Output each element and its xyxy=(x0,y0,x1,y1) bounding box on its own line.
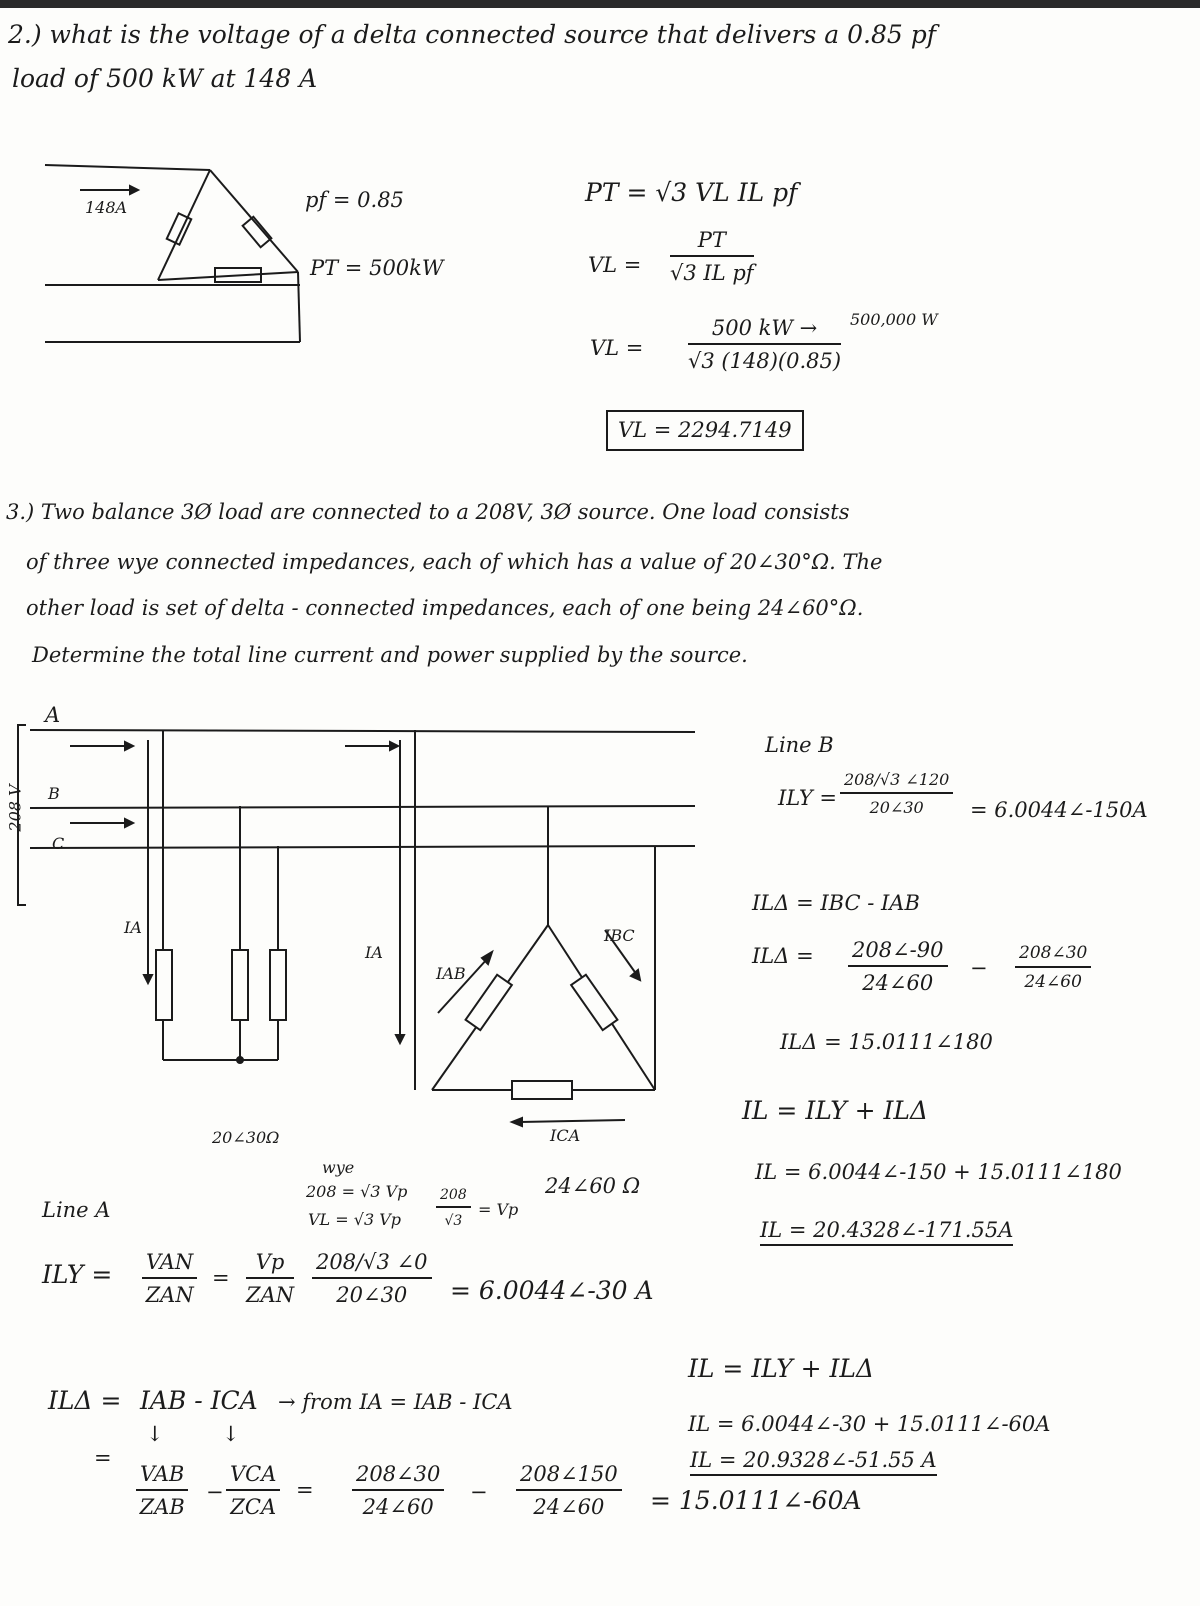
line-a-ily-label: ILY = xyxy=(42,1260,113,1289)
line-a-ild-result: = 15.0111∠-60A xyxy=(650,1486,862,1515)
wye-note-fraction: $\frac{208}{√3}$ xyxy=(436,1188,471,1228)
wye-note-vp: = Vp xyxy=(478,1200,519,1219)
line-b-il-result: IL = 20.4328∠-171.55A xyxy=(760,1220,1013,1246)
problem-3-line-2: of three wye connected impedances, each of which has a value of 20∠30°Ω. The xyxy=(26,550,883,574)
ica-label: ICA xyxy=(550,1126,581,1145)
line-b-il-definition: IL = ILY + ILΔ xyxy=(742,1096,929,1125)
line-b-ild-fraction-1: $\frac{208\angle-90}{24\angle 60}$ xyxy=(848,940,948,994)
line-a-il-result: IL = 20.9328∠-51.55 A xyxy=(690,1450,937,1476)
line-a-ild-fraction-4: $\frac{208\angle 150}{24\angle 60}$ xyxy=(516,1464,622,1518)
line-a-ily-fraction-1: VAN ZAN xyxy=(142,1252,197,1306)
line-a-ild-fraction-3: $\frac{208\angle 30}{24\angle 60}$ xyxy=(352,1464,444,1518)
bus-label-a: A xyxy=(45,703,61,727)
line-a-ild-label: ILΔ = xyxy=(48,1386,122,1415)
line-b-ily-fraction: $\frac{208/√3 \angle 120}{20\angle 30}$ xyxy=(840,772,953,816)
wye-line-current-label: IA xyxy=(124,918,142,937)
problem-3-line-1: 3.) Two balance 3Ø load are connected to a 208V, 3Ø source. One load consists xyxy=(6,500,850,524)
line-a-ild-from-note: → from IA = IAB - ICA xyxy=(278,1390,513,1414)
source-voltage-label: 208 V xyxy=(5,784,25,832)
power-factor-value: pf = 0.85 xyxy=(305,188,404,212)
vl-label-2: VL = xyxy=(590,336,644,360)
line-b-ily-result: = 6.0044∠-150A xyxy=(970,798,1148,822)
line-b-ild-result: ILΔ = 15.0111∠180 xyxy=(780,1030,993,1054)
problem-2-current-label: 148A xyxy=(85,198,128,217)
wye-note-title: wye xyxy=(322,1158,355,1177)
line-a-title: Line A xyxy=(42,1198,111,1222)
problem-2-question-line-1: 2.) what is the voltage of a delta connected source that delivers a 0.85 pf xyxy=(8,20,936,49)
iab-label: IAB xyxy=(436,964,466,983)
line-a-minus-1: − xyxy=(206,1480,224,1504)
bus-label-b: B xyxy=(48,784,60,803)
power-equation: PT = √3 VL IL pf xyxy=(585,178,798,207)
problem-2-question-line-2: load of 500 kW at 148 A xyxy=(12,64,318,93)
vl-label-1: VL = xyxy=(588,253,642,277)
line-a-ild-fraction-vca: VCA ZCA xyxy=(226,1464,280,1518)
line-b-title: Line B xyxy=(765,733,834,757)
line-a-ily-result: = 6.0044∠-30 A xyxy=(450,1276,654,1305)
down-arrow-1: ↓ xyxy=(146,1422,164,1446)
line-a-minus-2: − xyxy=(470,1480,488,1504)
down-arrow-2: ↓ xyxy=(222,1422,240,1446)
delta-impedance-label: 24∠60 Ω xyxy=(545,1174,641,1198)
line-b-ild-fraction-2: $\frac{208\angle 30}{24\angle 60}$ xyxy=(1015,945,1091,991)
delta-line-current-label: IA xyxy=(365,943,383,962)
line-a-ild-fraction-vab: VAB ZAB xyxy=(136,1464,188,1518)
line-a-il-definition: IL = ILY + ILΔ xyxy=(688,1354,875,1383)
wye-note-line-1: 208 = √3 Vp xyxy=(306,1182,408,1201)
vl-fraction-1: $\frac{PT}{\text{√3 IL pf}}$ xyxy=(670,228,754,285)
wye-impedance-label: 20∠30Ω xyxy=(212,1128,280,1147)
line-a-il-substitution: IL = 6.0044∠-30 + 15.0111∠-60A xyxy=(688,1412,1051,1436)
ibc-label: IBC xyxy=(604,926,635,945)
problem-3-line-4: Determine the total line current and power supplied by the source. xyxy=(32,643,748,667)
line-a-ily-fraction-3: $\frac{208/√3 \angle 0}{20\angle 30}$ xyxy=(312,1252,432,1306)
line-a-equals-1: = xyxy=(212,1266,230,1290)
line-b-ild-label: ILΔ = xyxy=(752,944,814,968)
power-in-watts-note: 500,000 W xyxy=(850,310,938,329)
line-b-il-substitution: IL = 6.0044∠-150 + 15.0111∠180 xyxy=(755,1160,1122,1184)
line-a-ild-expression: IAB - ICA xyxy=(140,1386,258,1415)
line-b-minus: − xyxy=(970,956,988,980)
line-b-ily-label: ILY = xyxy=(778,786,838,810)
problem-3-line-3: other load is set of delta - connected impedances, each of one being 24∠60°Ω. xyxy=(26,596,864,620)
vl-fraction-2: $\frac{500 kW \to}{√3 (148)(0.85)}$ xyxy=(688,316,842,373)
line-a-equals-2: = xyxy=(94,1446,112,1470)
wye-note-line-2: VL = √3 Vp xyxy=(308,1210,402,1229)
line-b-ild-definition: ILΔ = IBC - IAB xyxy=(752,891,920,915)
total-power-value: PT = 500kW xyxy=(310,256,444,280)
problem-2-answer: VL = 2294.7149 xyxy=(606,410,804,451)
line-a-equals-3: = xyxy=(296,1478,314,1502)
line-a-ily-fraction-2: Vp ZAN xyxy=(246,1250,295,1307)
bus-label-c: C xyxy=(52,834,65,853)
